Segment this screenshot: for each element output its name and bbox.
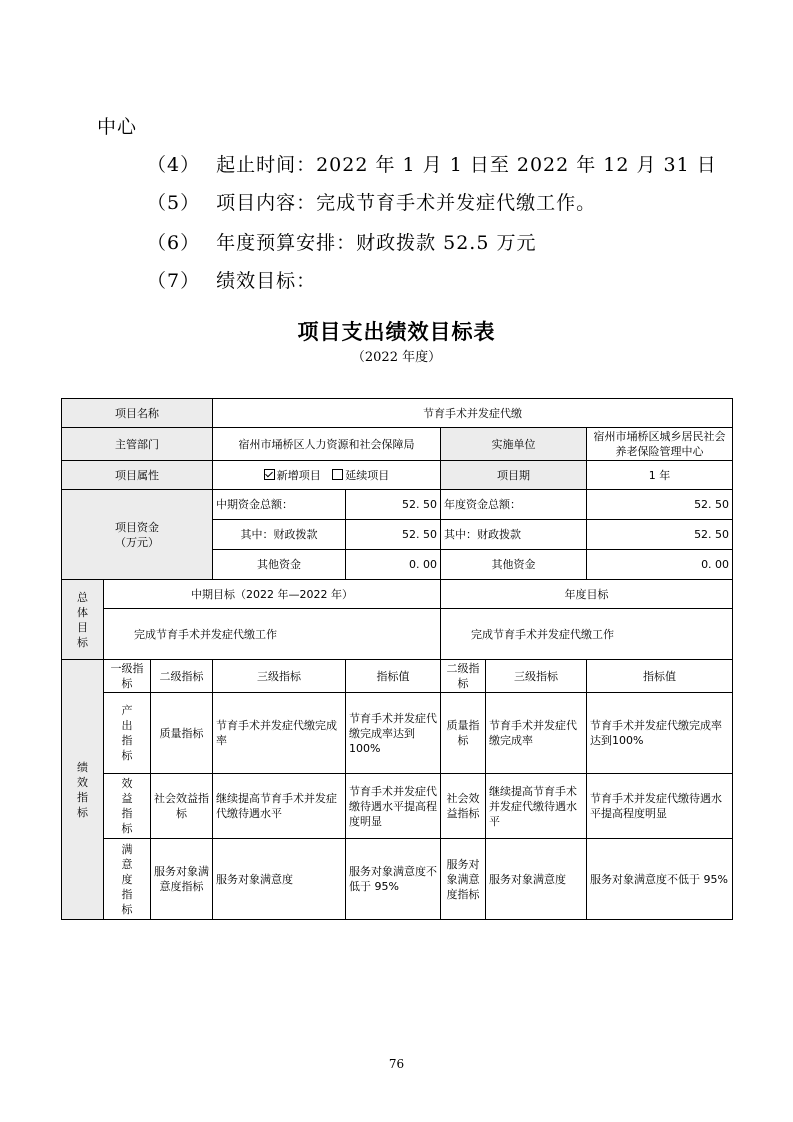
item-text: 项目内容：完成节育手术并发症代缴工作。 (216, 192, 597, 214)
row-value-year: 节育手术并发症代缴完成率达到100% (587, 693, 733, 774)
mid-fin-label: 其中：财政拨款 (213, 520, 346, 550)
item-number: （7） (147, 270, 201, 292)
item-text: 起止时间：2022 年 1 月 1 日至 2022 年 12 月 31 日 (216, 154, 717, 176)
page-number: 76 (388, 1057, 405, 1071)
table-row (62, 693, 733, 774)
item-number: （5） (147, 192, 201, 214)
year-fin-value: 52. 50 (587, 520, 733, 550)
checked-box-icon (264, 469, 275, 480)
row-level1: 满意度指标 (104, 839, 151, 920)
row-level2-year: 服务对象满意度指标 (441, 839, 486, 920)
intro-item-6 (147, 228, 536, 255)
mid-goal-label: 中期目标（2022 年—2022 年） (104, 580, 441, 609)
dept-label: 主管部门 (62, 428, 213, 461)
attr-new-label: 新增项目 (276, 468, 321, 482)
mid-total-label: 中期资金总额： (213, 490, 346, 520)
table-title: 项目支出绩效目标表 (297, 319, 496, 344)
header-level3: 三级指标 (213, 660, 346, 693)
row-value-year: 节育手术并发症代缴待遇水平提高程度明显 (587, 774, 733, 839)
row-level2-year: 社会效益指标 (441, 774, 486, 839)
intro-item-5 (147, 188, 596, 215)
row-level1: 产出指标 (104, 693, 151, 774)
intro-item-4 (147, 150, 717, 177)
attr-label: 项目属性 (62, 461, 213, 490)
mid-other-value: 0. 00 (346, 550, 441, 580)
row-level3: 服务对象满意度 (213, 839, 346, 920)
table-row (62, 774, 733, 839)
item-number: （6） (147, 232, 201, 254)
mid-other-label: 其他资金 (213, 550, 346, 580)
row-value-year: 服务对象满意度不低于 95% (587, 839, 733, 920)
funds-label-line-1: 项目资金 (115, 520, 159, 534)
project-name: 节育手术并发症代缴 (213, 399, 733, 428)
year-total-value: 52. 50 (587, 490, 733, 520)
overall-goal-label: 总体目标 (62, 580, 104, 660)
row-level3-year: 节育手术并发症代缴完成率 (486, 693, 587, 774)
item-number: （4） (147, 154, 201, 176)
intro-item-7 (147, 266, 316, 293)
header-value-year: 指标值 (587, 660, 733, 693)
performance-target-table (61, 398, 733, 920)
year-goal-text: 完成节育手术并发症代缴工作 (441, 609, 733, 660)
year-goal-label: 年度目标 (441, 580, 733, 609)
item-text: 绩效目标： (216, 270, 317, 292)
header-value: 指标值 (346, 660, 441, 693)
row-level2: 质量指标 (151, 693, 213, 774)
year-other-value: 0. 00 (587, 550, 733, 580)
table-subtitle: （2022 年度） (351, 350, 442, 365)
row-level3: 节育手术并发症代缴完成率 (213, 693, 346, 774)
row-level3-year: 服务对象满意度 (486, 839, 587, 920)
row-value: 服务对象满意度不低于 95% (346, 839, 441, 920)
dept-value: 宿州市埇桥区人力资源和社会保障局 (213, 428, 441, 461)
row-value: 节育手术并发症代缴完成率达到100% (346, 693, 441, 774)
mid-total-value: 52. 50 (346, 490, 441, 520)
mid-fin-value: 52. 50 (346, 520, 441, 550)
impl-value: 宿州市埇桥区城乡居民社会养老保险管理中心 (587, 428, 733, 461)
row-level2: 社会效益指标 (151, 774, 213, 839)
unchecked-box-icon (332, 469, 343, 480)
table-row (62, 839, 733, 920)
attr-cont-label: 延续项目 (345, 468, 390, 482)
row-level1: 效益指标 (104, 774, 151, 839)
perf-indicator-label: 绩效指标 (62, 660, 104, 920)
row-level3-year: 继续提高节育手术并发症代缴待遇水平 (486, 774, 587, 839)
row-level2-year: 质量指标 (441, 693, 486, 774)
header-level2: 二级指标 (151, 660, 213, 693)
impl-label: 实施单位 (441, 428, 587, 461)
header-level3-year: 三级指标 (486, 660, 587, 693)
row-level2: 服务对象满意度指标 (151, 839, 213, 920)
header-level2-year: 二级指标 (441, 660, 486, 693)
attr-options (213, 461, 441, 490)
period-label: 项目期 (441, 461, 587, 490)
year-total-label: 年度资金总额： (441, 490, 587, 520)
funds-label (62, 490, 213, 580)
row-level3: 继续提高节育手术并发症代缴待遇水平 (213, 774, 346, 839)
year-fin-label: 其中：财政拨款 (441, 520, 587, 550)
row-value: 节育手术并发症代缴待遇水平提高程度明显 (346, 774, 441, 839)
mid-goal-text: 完成节育手术并发症代缴工作 (104, 609, 441, 660)
project-name-label: 项目名称 (62, 399, 213, 428)
intro-line-0: 中心 (97, 116, 138, 138)
year-other-label: 其他资金 (441, 550, 587, 580)
funds-label-line-2: （万元） (115, 535, 159, 549)
period-value: 1 年 (587, 461, 733, 490)
header-level1: 一级指标 (104, 660, 151, 693)
item-text: 年度预算安排：财政拨款 52.5 万元 (216, 232, 537, 254)
